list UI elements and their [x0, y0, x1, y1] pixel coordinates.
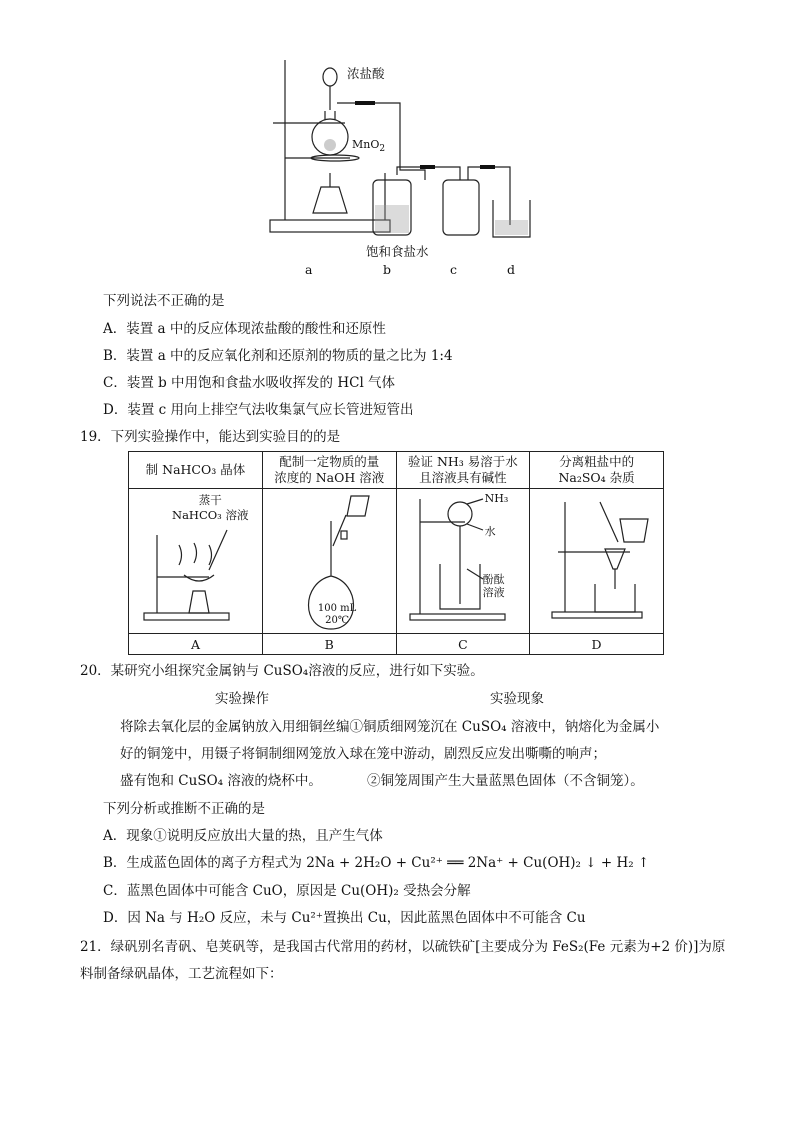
q20-line-3a: 盛有饱和 CuSO₄ 溶液的烧杯中。: [120, 773, 322, 789]
q20-option-a: A．现象①说明反应放出大量的热，且产生气体: [103, 828, 383, 844]
q20-sub-stem: 下列分析或推断不正确的是: [103, 801, 265, 817]
q20-col-phenomenon: 实验现象: [490, 691, 544, 707]
q19-cell-d: [530, 489, 664, 634]
solution-label: 溶液: [482, 586, 505, 599]
q19-label-c: C: [396, 634, 530, 655]
evaporation-setup-icon: [139, 525, 254, 625]
label-a: a: [305, 262, 313, 277]
q18-option-d: D．装置 c 用向上排空气法收集氯气应长管进短管出: [103, 402, 414, 418]
label-c: c: [450, 262, 458, 277]
q20-option-b: B．生成蓝色固体的离子方程式为 2Na + 2H₂O + Cu²⁺ ══ 2Na⁺ + Cu(OH)₂ ↓ + H₂ ↑: [103, 855, 650, 871]
q21-line-2: 料制备绿矾晶体，工艺流程如下：: [80, 966, 283, 982]
q20-option-c: C．蓝黑色固体中可能含 CuO，原因是 Cu(OH)₂ 受热会分解: [103, 883, 471, 899]
label-b: b: [383, 262, 392, 277]
q19-table: [128, 451, 664, 655]
q21-line-1: 21．绿矾别名青矾、皂荚矾等，是我国古代常用的药材，以硫铁矿[主要成分为 FeS₂(Fe 元素为+2 价)]为原: [80, 939, 726, 955]
q20-line-2: 好的铜笼中，用镊子将铜制细网笼放入球在笼中游动，剧烈反应发出嘶嘶的响声；: [120, 746, 606, 762]
q19-label-a: A: [129, 634, 263, 655]
q19-header-d: 分离粗盐中的 Na₂SO₄ 杂质: [530, 452, 664, 489]
q19-cell-c: [396, 489, 530, 634]
q20-line-1: 将除去氧化层的金属钠放入用细铜丝编①铜质细网笼沉在 CuSO₄ 溶液中，钠熔化为金属小: [120, 719, 660, 735]
q19-stem: 19．下列实验操作中，能达到实验目的的是: [80, 429, 341, 445]
water-label: 水: [484, 525, 496, 538]
q19-header-b: 配制一定物质的量 浓度的 NaOH 溶液: [262, 452, 396, 489]
flask-volume-label: 100 mL: [317, 603, 357, 614]
q20-option-d: D．因 Na 与 H₂O 反应，未与 Cu²⁺置换出 Cu，因此蓝黑色固体中不可能含 Cu: [103, 910, 586, 926]
sat-nacl-label: 饱和食盐水: [366, 244, 429, 259]
q18-stem: 下列说法不正确的是: [103, 293, 225, 309]
q20-stem: 20．某研究小组探究金属钠与 CuSO₄溶液的反应，进行如下实验。: [80, 663, 484, 679]
q19-header-a: 制 NaHCO₃ 晶体: [129, 452, 263, 489]
cell-a-text-2: NaHCO₃ 溶液: [172, 508, 249, 522]
q19-cell-a: [129, 489, 263, 634]
label-d: d: [507, 262, 516, 277]
q20-line-3b: ②铜笼周围产生大量蓝黑色固体（不含铜笼）。: [367, 773, 644, 789]
q20-col-operation: 实验操作: [215, 691, 269, 707]
q19-header-c: 验证 NH₃ 易溶于水 且溶液具有碱性: [396, 452, 530, 489]
q18-option-a: A．装置 a 中的反应体现浓盐酸的酸性和还原性: [103, 321, 386, 337]
q18-option-b: B．装置 a 中的反应氧化剂和还原剂的物质的量之比为 1:4: [103, 348, 453, 364]
q18-option-c: C．装置 b 中用饱和食盐水吸收挥发的 HCl 气体: [103, 375, 396, 391]
q19-label-d: D: [530, 634, 664, 655]
conc-hcl-label: 浓盐酸: [347, 66, 385, 81]
fountain-experiment-icon: [405, 494, 523, 629]
phenolphthalein-label: 酚酞: [482, 573, 505, 586]
chlorine-apparatus-figure: [255, 55, 535, 250]
flask-temp-label: 20℃: [325, 615, 350, 626]
nh3-label: NH₃: [484, 492, 509, 505]
q19-cell-b: [262, 489, 396, 634]
cell-a-text-1: 蒸干: [198, 493, 222, 507]
q19-label-b: B: [262, 634, 396, 655]
filtration-setup-icon: [540, 494, 655, 629]
mno2-label: MnO$_2$: [352, 138, 386, 155]
